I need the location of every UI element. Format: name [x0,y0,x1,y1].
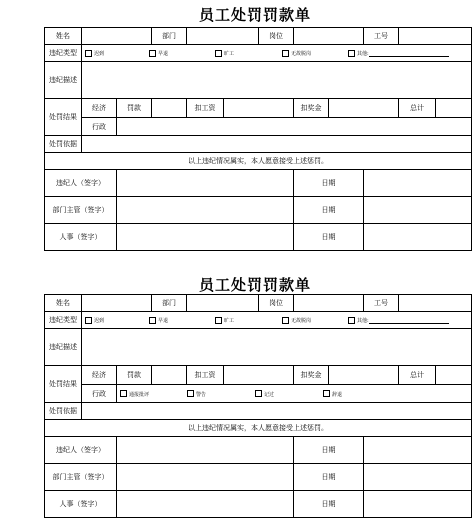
type-options [82,45,472,62]
checkbox-icon[interactable] [348,50,355,57]
type-label: 违纪类型 [45,45,82,62]
violator-date-label: 日期 [294,170,364,197]
deduct-bonus-label: 扣奖金 [294,366,329,385]
admin-option-demerit[interactable]: 记过 [255,390,323,398]
hr-signature[interactable] [117,224,294,251]
violator-date-field[interactable] [364,170,472,197]
admin-option-criticism[interactable]: 通报批评 [120,390,187,398]
manager-date-label: 日期 [294,197,364,224]
type-option-late[interactable]: 迟到 [85,316,149,324]
fine-label: 罚款 [117,99,152,118]
hr-date-label: 日期 [294,491,364,518]
form-title: 员工处罚罚款单 [198,6,311,24]
violator-label: 违纪人（签字） [45,170,117,197]
hr-date-field[interactable] [364,491,472,518]
manager-date-field[interactable] [364,197,472,224]
post-field[interactable] [294,295,364,312]
checkbox-icon[interactable] [215,317,222,324]
desc-label: 违纪描述 [45,62,82,99]
form-title: 员工处罚罚款单 [198,276,311,294]
id-field[interactable] [399,28,472,45]
penalty-table [44,294,472,518]
manager-signature[interactable] [117,464,294,491]
statement: 以上违纪情况属实，本人愿意接受上述惩罚。 [45,153,472,170]
type-option-early-leave[interactable]: 早退 [149,316,215,324]
deduct-bonus-field[interactable] [329,99,399,118]
desc-field[interactable] [82,62,472,99]
deduct-wage-field[interactable] [224,366,294,385]
total-label: 总计 [399,99,436,118]
checkbox-icon[interactable] [215,50,222,57]
deduct-wage-label: 扣工资 [187,366,224,385]
basis-label: 处罚依据 [45,403,82,420]
total-field[interactable] [436,99,472,118]
checkbox-icon[interactable] [120,390,127,397]
manager-label: 部门主管（签字） [45,464,117,491]
other-input-line[interactable] [369,317,449,324]
hr-date-field[interactable] [364,224,472,251]
name-field[interactable] [82,28,152,45]
desc-label: 违纪描述 [45,329,82,366]
deduct-bonus-field[interactable] [329,366,399,385]
post-label: 岗位 [259,295,294,312]
deduct-bonus-label: 扣奖金 [294,99,329,118]
id-label: 工号 [364,295,399,312]
type-options [82,312,472,329]
deduct-wage-label: 扣工资 [187,99,224,118]
manager-date-label: 日期 [294,464,364,491]
hr-date-label: 日期 [294,224,364,251]
penalty-table [44,27,472,251]
dept-field[interactable] [187,295,259,312]
violator-signature[interactable] [117,437,294,464]
violator-date-field[interactable] [364,437,472,464]
economic-label: 经济 [82,366,117,385]
post-label: 岗位 [259,28,294,45]
admin-options [117,385,472,403]
basis-field[interactable] [82,403,472,420]
dept-label: 部门 [152,295,187,312]
admin-label: 行政 [82,118,117,136]
hr-signature[interactable] [117,491,294,518]
desc-field[interactable] [82,329,472,366]
checkbox-icon[interactable] [282,317,289,324]
admin-label: 行政 [82,385,117,403]
result-label: 处罚结果 [45,99,82,136]
checkbox-icon[interactable] [255,390,262,397]
checkbox-icon[interactable] [323,390,330,397]
checkbox-icon[interactable] [85,50,92,57]
type-option-early-leave[interactable]: 早退 [149,49,215,57]
id-label: 工号 [364,28,399,45]
name-field[interactable] [82,295,152,312]
dept-label: 部门 [152,28,187,45]
basis-label: 处罚依据 [45,136,82,153]
checkbox-icon[interactable] [348,317,355,324]
violator-date-label: 日期 [294,437,364,464]
fine-field[interactable] [152,366,187,385]
hr-label: 人事（签字） [45,224,117,251]
fine-field[interactable] [152,99,187,118]
checkbox-icon[interactable] [187,390,194,397]
type-option-other[interactable]: 其他: [348,49,449,57]
hr-label: 人事（签字） [45,491,117,518]
manager-label: 部门主管（签字） [45,197,117,224]
type-option-off-post[interactable]: 无故脱岗 [282,316,348,324]
name-label: 姓名 [45,295,82,312]
id-field[interactable] [399,295,472,312]
result-label: 处罚结果 [45,366,82,403]
admin-field[interactable] [117,118,472,136]
admin-option-warning[interactable]: 警告 [187,390,255,398]
statement: 以上违纪情况属实，本人愿意接受上述惩罚。 [45,420,472,437]
checkbox-icon[interactable] [149,317,156,324]
violator-label: 违纪人（签字） [45,437,117,464]
type-option-off-post[interactable]: 无故脱岗 [282,49,348,57]
violator-signature[interactable] [117,170,294,197]
type-option-absent[interactable]: 旷工 [215,49,282,57]
dept-field[interactable] [187,28,259,45]
fine-label: 罚款 [117,366,152,385]
type-option-absent[interactable]: 旷工 [215,316,282,324]
manager-signature[interactable] [117,197,294,224]
type-label: 违纪类型 [45,312,82,329]
admin-option-dismissal[interactable]: 辞退 [323,390,342,398]
checkbox-icon[interactable] [149,50,156,57]
total-field[interactable] [436,366,472,385]
manager-date-field[interactable] [364,464,472,491]
name-label: 姓名 [45,28,82,45]
checkbox-icon[interactable] [282,50,289,57]
basis-field[interactable] [82,136,472,153]
other-input-line[interactable] [369,50,449,57]
checkbox-icon[interactable] [85,317,92,324]
type-option-late[interactable]: 迟到 [85,49,149,57]
economic-label: 经济 [82,99,117,118]
total-label: 总计 [399,366,436,385]
post-field[interactable] [294,28,364,45]
deduct-wage-field[interactable] [224,99,294,118]
type-option-other[interactable]: 其他: [348,316,449,324]
